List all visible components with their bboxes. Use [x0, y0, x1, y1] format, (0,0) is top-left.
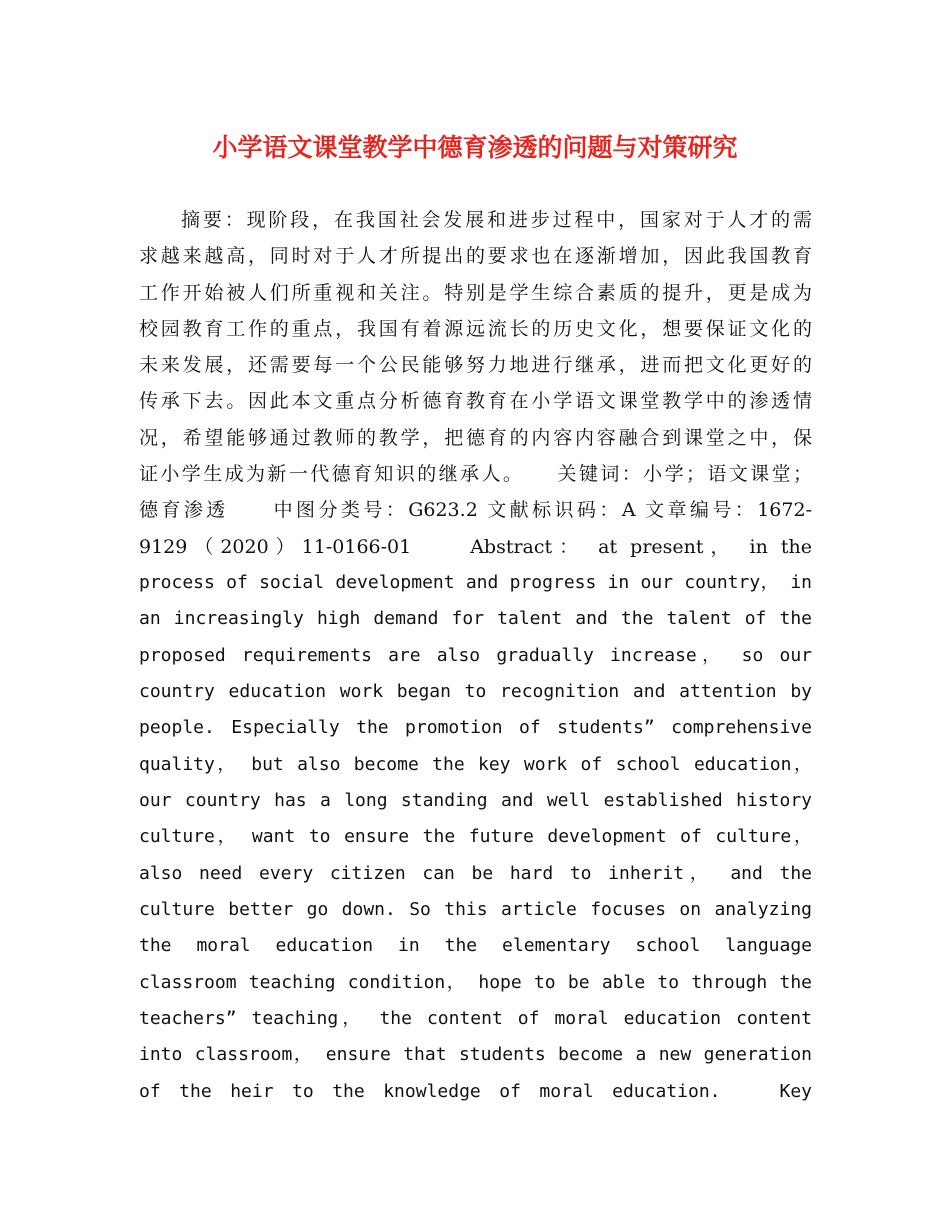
english-abstract-line-7: our country has a long standing and well established history	[139, 790, 812, 811]
english-abstract-line-12: classroom teaching condition， hope to be able to through the	[139, 972, 812, 993]
english-abstract-line-11: the moral education in the elementary school language	[139, 935, 812, 956]
document-title: 小学语文课堂教学中德育渗透的问题与对策研究	[212, 133, 738, 162]
english-abstract-line-4: country education work began to recognition and attention by	[139, 681, 812, 702]
english-abstract-line-1: process of social development and progress in our country， in	[139, 572, 812, 593]
english-abstract-line-9: also need every citizen can be hard to inherit， and the	[139, 863, 812, 884]
classification-line: 德育渗透 中图分类号：G623.2 文献标识码：A 文章编号：1672-	[139, 499, 812, 521]
english-abstract-line-15: of the heir to the knowledge of moral education. Key	[139, 1081, 812, 1102]
abstract-line-1: 摘要：现阶段，在我国社会发展和进步过程中，国家对于人才的需	[181, 209, 812, 231]
abstract-line-6: 传承下去。因此本文重点分析德育教育在小学语文课堂教学中的渗透情	[139, 390, 812, 412]
english-abstract-line-10: culture better go down. So this article focuses on analyzing	[139, 899, 812, 920]
english-abstract-line-5: people. Especially the promotion of students” comprehensive	[139, 717, 812, 738]
english-abstract-line-13: teachers” teaching， the content of moral education content	[139, 1008, 812, 1029]
abstract-line-2: 求越来越高，同时对于人才所提出的要求也在逐渐增加，因此我国教育	[139, 245, 812, 267]
english-abstract-line-2: an increasingly high demand for talent and the talent of the	[139, 608, 812, 629]
english-abstract-line-14: into classroom， ensure that students become a new generation	[139, 1044, 812, 1065]
english-abstract-line-8: culture， want to ensure the future development of culture，	[139, 826, 812, 847]
english-abstract-line-6: quality， but also become the key work of school education，	[139, 754, 812, 775]
abstract-line-3: 工作开始被人们所重视和关注。特别是学生综合素质的提升，更是成为	[139, 282, 812, 304]
abstract-line-5: 未来发展，还需要每一个公民能够努力地进行继承，进而把文化更好的	[139, 354, 812, 376]
abstract-line-8: 证小学生成为新一代德育知识的继承人。 关键词：小学；语文课堂；	[139, 463, 812, 485]
english-abstract-line-3: proposed requirements are also gradually increase， so our	[139, 645, 812, 666]
abstract-line-7: 况，希望能够通过教师的教学，把德育的内容内容融合到课堂之中，保	[139, 427, 812, 449]
article-number-line: 9129（2020）11-0166-01 Abstract： at present， in the	[139, 536, 812, 558]
abstract-line-4: 校园教育工作的重点，我国有着源远流长的历史文化，想要保证文化的	[139, 318, 812, 340]
